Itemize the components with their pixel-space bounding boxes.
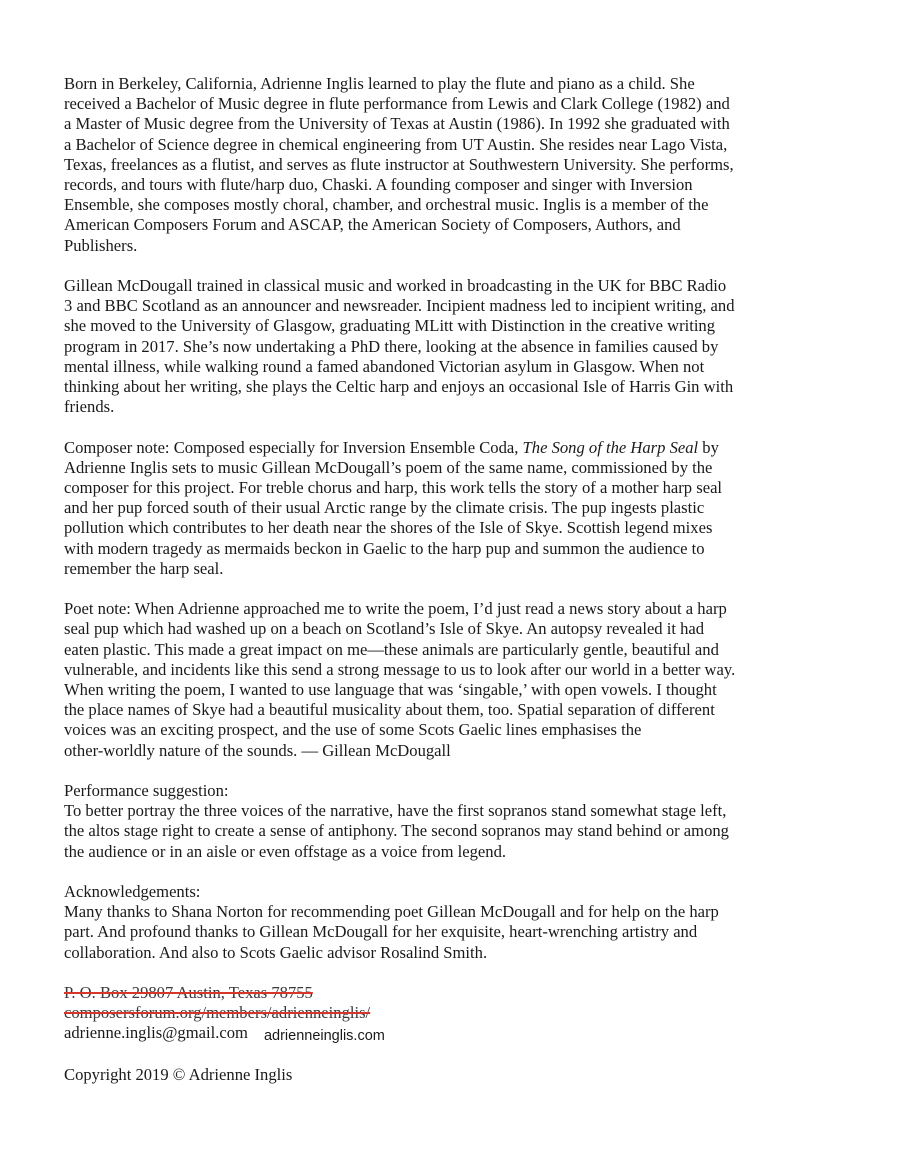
bio-inglis-line: American Composers Forum and ASCAP, the American Society of Composers, Authors, and xyxy=(64,215,681,235)
email-row xyxy=(64,1023,864,1044)
composer-note-first-line xyxy=(64,438,864,458)
old-website-struck[interactable]: composersforum.org/members/adrienneinglis/ xyxy=(64,1003,371,1023)
acknowledgements-line: Many thanks to Shana Norton for recommending poet Gillean McDougall and for help on the harp xyxy=(64,902,719,922)
poet-note-line: other-worldly nature of the sounds. — Gillean McDougall xyxy=(64,740,451,760)
old-website-line xyxy=(64,1003,864,1023)
bio-inglis-line: records, and tours with flute/harp duo, Chaski. A founding composer and singer with Inversion xyxy=(64,175,693,195)
acknowledgements-heading: Acknowledgements: xyxy=(64,882,201,902)
email-address[interactable]: adrienne.inglis@gmail.com xyxy=(64,1023,248,1043)
performance-suggestion-paragraph xyxy=(64,781,864,862)
poet-note-line: the place names of Skye had a beautiful musicality about them, too. Spatial separation of different xyxy=(64,700,715,720)
composer-note-lead: Composer note: Composed especially for Inversion Ensemble Coda, xyxy=(64,437,523,457)
acknowledgements-line: part. And profound thanks to Gillean McDougall for her exquisite, heart-wrenching artistry and xyxy=(64,922,698,942)
bio-mcdougall-paragraph xyxy=(64,276,864,417)
bio-mcdougall-line: she moved to the University of Glasgow, graduating MLitt with Distinction in the creative writing xyxy=(64,316,716,336)
bio-mcdougall-line: Gillean McDougall trained in classical music and worked in broadcasting in the UK for BBC Radio xyxy=(64,276,727,296)
poet-note-line: seal pup which had washed up on a beach on Scotland’s Isle of Skye. An autopsy revealed it had xyxy=(64,619,705,639)
composer-note-paragraph xyxy=(64,438,864,579)
bio-mcdougall-line: friends. xyxy=(64,397,115,417)
acknowledgements-paragraph xyxy=(64,882,864,963)
document-page xyxy=(64,74,864,1085)
performance-line: the audience or in an aisle or even offstage as a voice from legend. xyxy=(64,841,507,861)
bio-mcdougall-line: thinking about her writing, she plays the Celtic harp and enjoys an occasional Isle of Harris Gin with xyxy=(64,377,734,397)
bio-inglis-line: Texas, freelances as a flutist, and serves as flute instructor at Southwestern University. She performs, xyxy=(64,154,734,174)
bio-inglis-line: a Bachelor of Science degree in chemical engineering from UT Austin. She resides near Lago Vista, xyxy=(64,134,728,154)
old-address-struck: P. O. Box 29807 Austin, Texas 78755 xyxy=(64,983,313,1003)
acknowledgements-line: collaboration. And also to Scots Gaelic advisor Rosalind Smith. xyxy=(64,942,488,962)
poet-note-line: voices was an exciting prospect, and the use of some Scots Gaelic lines emphasises the xyxy=(64,720,642,740)
contact-block xyxy=(64,983,864,1045)
bio-inglis-line: Born in Berkeley, California, Adrienne Inglis learned to play the flute and piano as a child. She xyxy=(64,74,695,93)
composer-note-by: by xyxy=(698,437,719,457)
bio-inglis-line: Ensemble, she composes mostly choral, chamber, and orchestral music. Inglis is a member of the xyxy=(64,195,709,215)
composer-note-line: with modern tragedy as mermaids beckon in Gaelic to the harp pup and summon the audience to xyxy=(64,538,705,558)
poet-note-line: vulnerable, and incidents like this send a strong message to us to look after our world in a better way. xyxy=(64,659,736,679)
website-link[interactable]: adrienneinglis.com xyxy=(263,1028,385,1045)
poet-note-line: When writing the poem, I wanted to use language that was ‘singable,’ with open vowels. I thought xyxy=(64,680,717,700)
performance-line: To better portray the three voices of the narrative, have the first sopranos stand somewhat stage left, xyxy=(64,801,727,821)
bio-inglis-line: Publishers. xyxy=(64,235,138,255)
copyright-line: Copyright 2019 © Adrienne Inglis xyxy=(64,1064,293,1084)
bio-inglis-paragraph xyxy=(64,74,864,256)
poet-note-line: eaten plastic. This made a great impact on me—these animals are particularly gentle, beautiful and xyxy=(64,639,719,659)
bio-inglis-line: received a Bachelor of Music degree in flute performance from Lewis and Clark College (1982) and xyxy=(64,94,730,114)
performance-heading: Performance suggestion: xyxy=(64,781,229,801)
composer-note-line: and her pup forced south of their usual Arctic range by the climate crisis. The pup ingests plastic xyxy=(64,498,705,518)
composer-note-line: composer for this project. For treble chorus and harp, this work tells the story of a mother harp seal xyxy=(64,478,723,498)
bio-inglis-line: a Master of Music degree from the University of Texas at Austin (1986). In 1992 she graduated with xyxy=(64,114,730,134)
bio-mcdougall-line: program in 2017. She’s now undertaking a PhD there, looking at the absence in families caused by xyxy=(64,336,719,356)
poet-note-paragraph xyxy=(64,599,864,761)
poet-note-line: Poet note: When Adrienne approached me to write the poem, I’d just read a news story about a harp xyxy=(64,599,727,619)
composer-note-line: pollution which contributes to her death near the shores of the Isle of Skye. Scottish legend mixes xyxy=(64,518,713,538)
performance-line: the altos stage right to create a sense of antiphony. The second sopranos may stand behind or among xyxy=(64,821,729,841)
composer-note-line: Adrienne Inglis sets to music Gillean McDougall’s poem of the same name, commissioned by the xyxy=(64,457,713,477)
bio-mcdougall-line: mental illness, while walking round a famed abandoned Victorian asylum in Glasgow. When not xyxy=(64,356,705,376)
composer-note-line: remember the harp seal. xyxy=(64,558,224,578)
work-title: The Song of the Harp Seal xyxy=(522,437,699,457)
bio-mcdougall-line: 3 and BBC Scotland as an announcer and newsreader. Incipient madness led to incipient writing, and xyxy=(64,296,735,316)
old-address-line xyxy=(64,983,864,1003)
